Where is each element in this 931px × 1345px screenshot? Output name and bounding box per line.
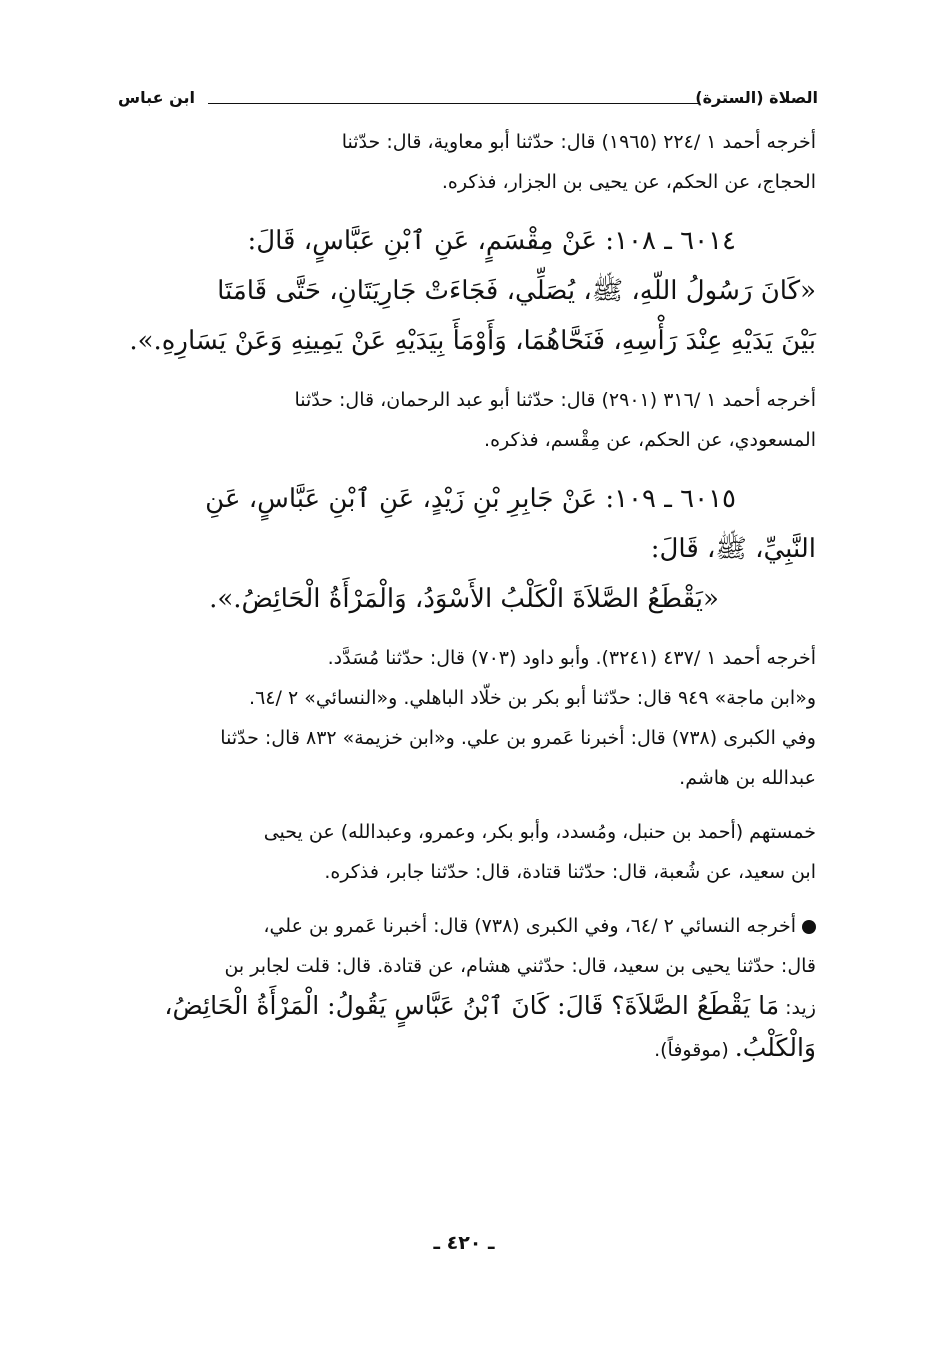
narrator-title: ابن عباس [118,88,196,107]
hadith-matn-line: «يَقْطَعُ الصَّلاَةَ الْكَلْبُ الأَسْوَدُ، وَالْمَرْأَةُ الْحَائِضُ.». [209,584,719,614]
note-line: أخرجه أحمد ١ /٤٣٧ (٣٢٤١). وأبو داود (٧٠٣) قال: حدّثنا مُسَدَّد. [327,647,816,669]
note-line: و«ابن ماجة» ٩٤٩ قال: حدّثنا أبو بكر بن خلّاد الباهلي. و«النسائي» ٢ /٦٤. [249,687,816,709]
book-page [110,82,818,1282]
note-line: أخرجه أحمد ١ /٣١٦ (٢٩٠١) قال: حدّثنا أبو عبد الرحمان، قال: حدّثنا [294,389,816,411]
note-line: الحجاج، عن الحكم، عن يحيى بن الجزار، فذكره. [441,171,816,193]
hadith-isnad: ٦٠١٤ ـ ١٠٨: عَنْ مِقْسَمٍ، عَنِ ٱبْنِ عَبَّاسٍ، قَالَ: [247,226,736,256]
note-line: قال: حدّثنا يحيى بن سعيد، قال: حدّثني هشام، عن قتادة. قال: قلت لجابر بن [224,955,816,977]
note-line [112,986,816,1028]
chapter-title: الصلاة (السترة) [695,88,818,107]
page-number: ـ ٤٢٠ ـ [433,1232,495,1254]
note-line [112,1028,816,1070]
note-line: خمستهم (أحمد بن حنبل، ومُسدد، وأبو بكر، وعمرو، وعبدالله) عن يحيى [263,821,816,843]
note-text: زيد: [779,997,816,1019]
note-line: المسعودي، عن الحكم، عن مِقْسم، فذكره. [484,429,816,451]
bullet-icon [802,920,816,934]
takhrij-note-2 [110,380,818,460]
takhrij-note-3 [110,638,818,798]
note-line: عبدالله بن هاشم. [679,767,816,789]
hadith-matn-line: «كَانَ رَسُولُ اللّهِ، ﷺ، يُصَلِّي، فَجَاءَتْ جَارِيَتَانِ، حَتَّى قَامَتَا [217,276,816,306]
quoted-text: مَا يَقْطَعُ الصَّلاَةَ؟ قَالَ: كَانَ ٱبْنُ عَبَّاسٍ يَقُولُ: الْمَرْأَةُ الْحَائِضُ، [164,991,780,1020]
hadith-isnad: ٦٠١٥ ـ ١٠٩: عَنْ جَابِرِ بْنِ زَيْدٍ، عَنِ ٱبْنِ عَبَّاسٍ، عَنِ [205,484,736,514]
note-text: أخرجه النسائي ٢ /٦٤، وفي الكبرى (٧٣٨) قال: أخبرنا عَمرو بن علي، [263,915,796,937]
header-rule [208,103,700,104]
note-line: ابن سعيد، عن شُعبة، قال: حدّثنا قتادة، قال: حدّثنا جابر، فذكره. [324,861,816,883]
note-line: أخرجه أحمد ١ /٢٢٤ (١٩٦٥) قال: حدّثنا أبو معاوية، قال: حدّثنا [341,131,816,153]
quoted-text: وَالْكَلْبُ. [734,1033,816,1062]
note-text: (موقوفاً). [654,1039,735,1061]
note-line [112,906,816,946]
takhrij-note-1 [110,122,818,202]
hadith-isnad: النَّبِيِّ، ﷺ، قَالَ: [650,534,816,564]
takhrij-note-4 [110,812,818,892]
hadith-109 [110,474,818,624]
hadith-108 [110,216,818,366]
hadith-matn-line: بَيْنَ يَدَيْهِ عِنْدَ رَأْسِهِ، فَنَحَّاهُمَا، وَأَوْمَأَ بِيَدَيْهِ عَنْ يَمِينِهِ وَعَنْ يَسَارِهِ.». [129,326,816,356]
running-header [110,82,818,112]
note-line: وفي الكبرى (٧٣٨) قال: أخبرنا عَمرو بن علي. و«ابن خزيمة» ٨٣٢ قال: حدّثنا [220,727,816,749]
takhrij-note-5 [110,906,818,1070]
